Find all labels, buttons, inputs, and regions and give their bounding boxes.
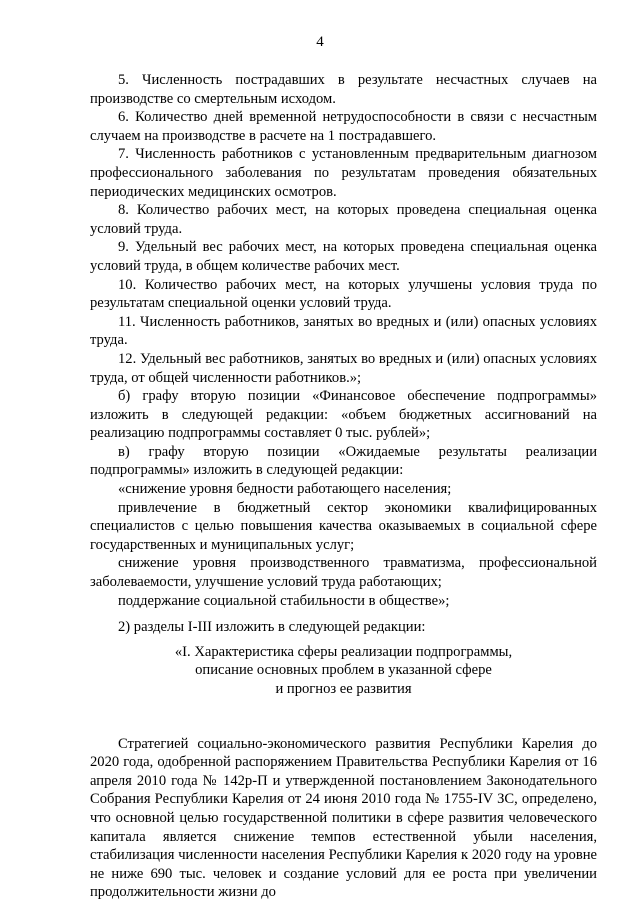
paragraph-result-poverty: «снижение уровня бедности работающего населения;	[118, 481, 452, 498]
section-heading-line-3: и прогноз ее развития	[275, 681, 412, 697]
paragraph-item-6: 6. Количество дней временной нетрудоспособности в связи с несчастным случаем на производстве в расчете на 1 пострадавшего.	[90, 109, 597, 144]
paragraph-item-8: 8. Количество рабочих мест, на которых проведена специальная оценка условий труда.	[90, 202, 597, 237]
paragraph-item-12: 12. Удельный вес работников, занятых во вредных и (или) опасных условиях труда, от общей численности работников.»;	[90, 350, 597, 386]
paragraph-result-specialists: привлечение в бюджетный сектор экономики квалифицированных специалистов с целью повышения качества оказываемых в социальной сфере государственных и муниципальных услуг;	[90, 499, 597, 553]
strategy-paragraph: Стратегией социально-экономического развития Республики Карелия до 2020 года, одобренной распоряжением Правительства Республики Карелия от 16 апреля 2010 года № 142р-П и утвержденной постановлением Законодательного Собрания Республики Карелия от 24 июня 2010 года № 1755-IV ЗС, определено, что основной целью государственной политики в сфере развития человеческого капитала является снижение темпов естественной убыли населения, стабилизация численности населения Республики Карелия к 2020 году на уровне не ниже 690 тыс. человек и создание условий для ее роста при увеличении продолжительности жизни до	[90, 735, 597, 901]
paragraph-item-10: 10. Количество рабочих мест, на которых улучшены условия труда по результатам специальной оценки условий труда.	[90, 276, 597, 312]
paragraph-result-injuries: снижение уровня производственного травматизма, профессиональной заболеваемости, улучшение условий труда работающих;	[90, 555, 597, 591]
section-heading	[90, 643, 597, 699]
paragraph-expected-results: в) графу вторую позиции «Ожидаемые результаты реализации подпрограммы» изложить в следующей редакции:	[90, 443, 597, 479]
document-body	[90, 71, 597, 902]
paragraph-item-11: 11. Численность работников, занятых во вредных и (или) опасных условиях труда.	[90, 313, 597, 349]
paragraph-item-5: 5. Численность пострадавших в результате несчастных случаев на производстве со смертельным исходом.	[90, 72, 597, 107]
section-intro: 2) разделы I-III изложить в следующей редакции:	[118, 619, 426, 636]
page-number: 4	[316, 34, 324, 50]
paragraph-result-stability: поддержание социальной стабильности в обществе»;	[118, 592, 450, 609]
paragraph-item-9: 9. Удельный вес рабочих мест, на которых проведена специальная оценка условий труда, в общем количестве рабочих мест.	[90, 239, 597, 274]
paragraph-financing: б) графу вторую позиции «Финансовое обеспечение подпрограммы» изложить в следующей редакции: «объем бюджетных ассигнований на реализацию подпрограммы составляет 0 тыс. рублей»;	[90, 388, 597, 442]
section-heading-line-2: описание основных проблем в указанной сфере	[195, 662, 492, 679]
section-heading-line-1: «I. Характеристика сферы реализации подпрограммы,	[174, 643, 513, 660]
paragraph-item-7: 7. Численность работников с установленным предварительным диагнозом профессионального заболевания по результатам проведения обязательных периодических медицинских осмотров.	[90, 146, 597, 200]
